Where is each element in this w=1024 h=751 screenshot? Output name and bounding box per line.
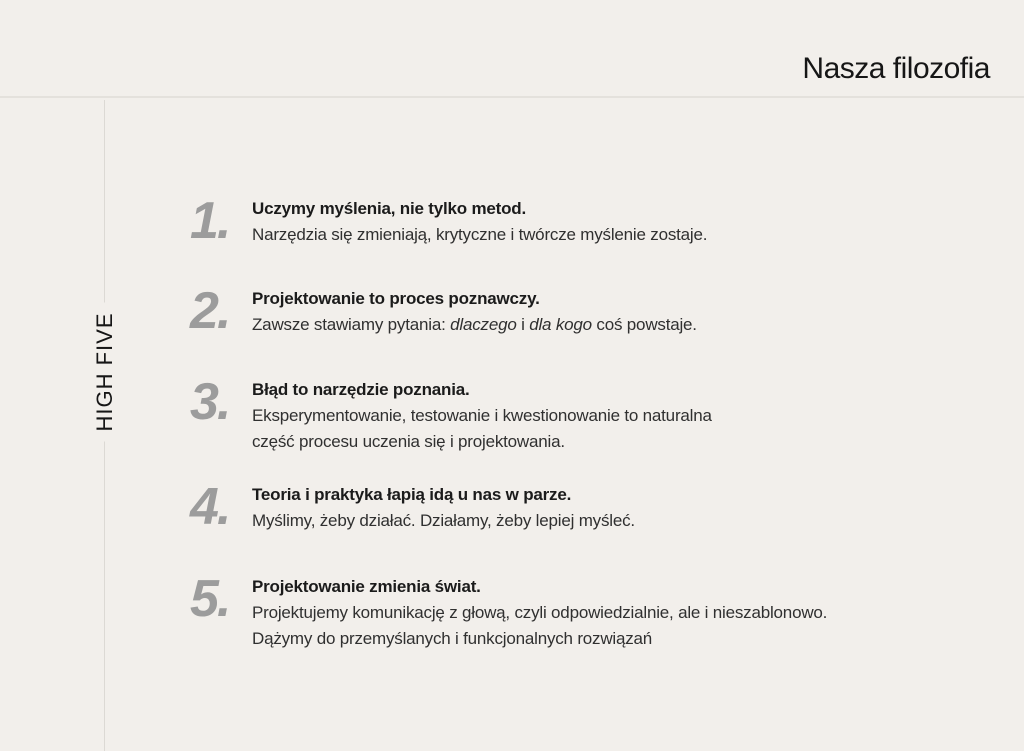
item-body-line (252, 222, 707, 248)
list-item (190, 282, 970, 340)
item-number: 2. (190, 282, 230, 340)
item-body-line (252, 429, 712, 455)
item-text (252, 574, 827, 652)
text-segment: dlaczego (450, 315, 517, 334)
text-segment: Projektujemy komunikację z głową, czyli odpowiedzialnie, ale i nieszablonowo. (252, 603, 828, 622)
item-number: 4. (190, 478, 230, 536)
item-number: 1. (190, 192, 230, 250)
item-body (252, 600, 827, 652)
list-item (190, 373, 970, 455)
text-segment: Eksperymentowanie, testowanie i kwestionowanie to naturalna (252, 406, 712, 425)
item-body (252, 222, 707, 248)
item-body (252, 312, 697, 338)
item-text (252, 482, 635, 534)
item-body-line (252, 508, 635, 534)
text-segment: i (516, 315, 530, 334)
text-segment: coś powstaje. (591, 315, 697, 334)
text-segment: część procesu uczenia się i projektowania. (252, 432, 565, 451)
list-item (190, 192, 970, 250)
item-body-line (252, 626, 827, 652)
text-segment: Narzędzia się zmieniają, krytyczne i twórcze myślenie zostaje. (252, 225, 708, 244)
item-body-line (252, 312, 697, 338)
header-band (0, 0, 1024, 98)
list-item (190, 570, 970, 652)
item-number: 5. (190, 570, 230, 628)
text-segment: Myślimy, żeby działać. Działamy, żeby lepiej myśleć. (252, 511, 635, 530)
item-heading: Projektowanie to proces poznawczy. (252, 289, 540, 308)
text-segment: Dążymy do przemyślanych i funkcjonalnych rozwiązań (252, 629, 653, 648)
item-text (252, 377, 712, 455)
item-body-line (252, 403, 712, 429)
item-heading: Błąd to narzędzie poznania. (252, 380, 470, 399)
item-number: 3. (190, 373, 230, 431)
text-segment: dla kogo (529, 315, 592, 334)
item-text (252, 286, 697, 338)
item-body-line (252, 600, 827, 626)
item-text (252, 196, 707, 248)
list-item (190, 478, 970, 536)
item-heading: Uczymy myślenia, nie tylko metod. (252, 199, 526, 218)
section-label: HIGH FIVE (92, 302, 118, 441)
page-title: Nasza filozofia (802, 52, 990, 86)
text-segment: Zawsze stawiamy pytania: (252, 315, 451, 334)
item-heading: Projektowanie zmienia świat. (252, 577, 481, 596)
item-heading: Teoria i praktyka łapią idą u nas w parze. (252, 485, 572, 504)
item-body (252, 403, 712, 455)
philosophy-list (190, 192, 970, 652)
item-body (252, 508, 635, 534)
